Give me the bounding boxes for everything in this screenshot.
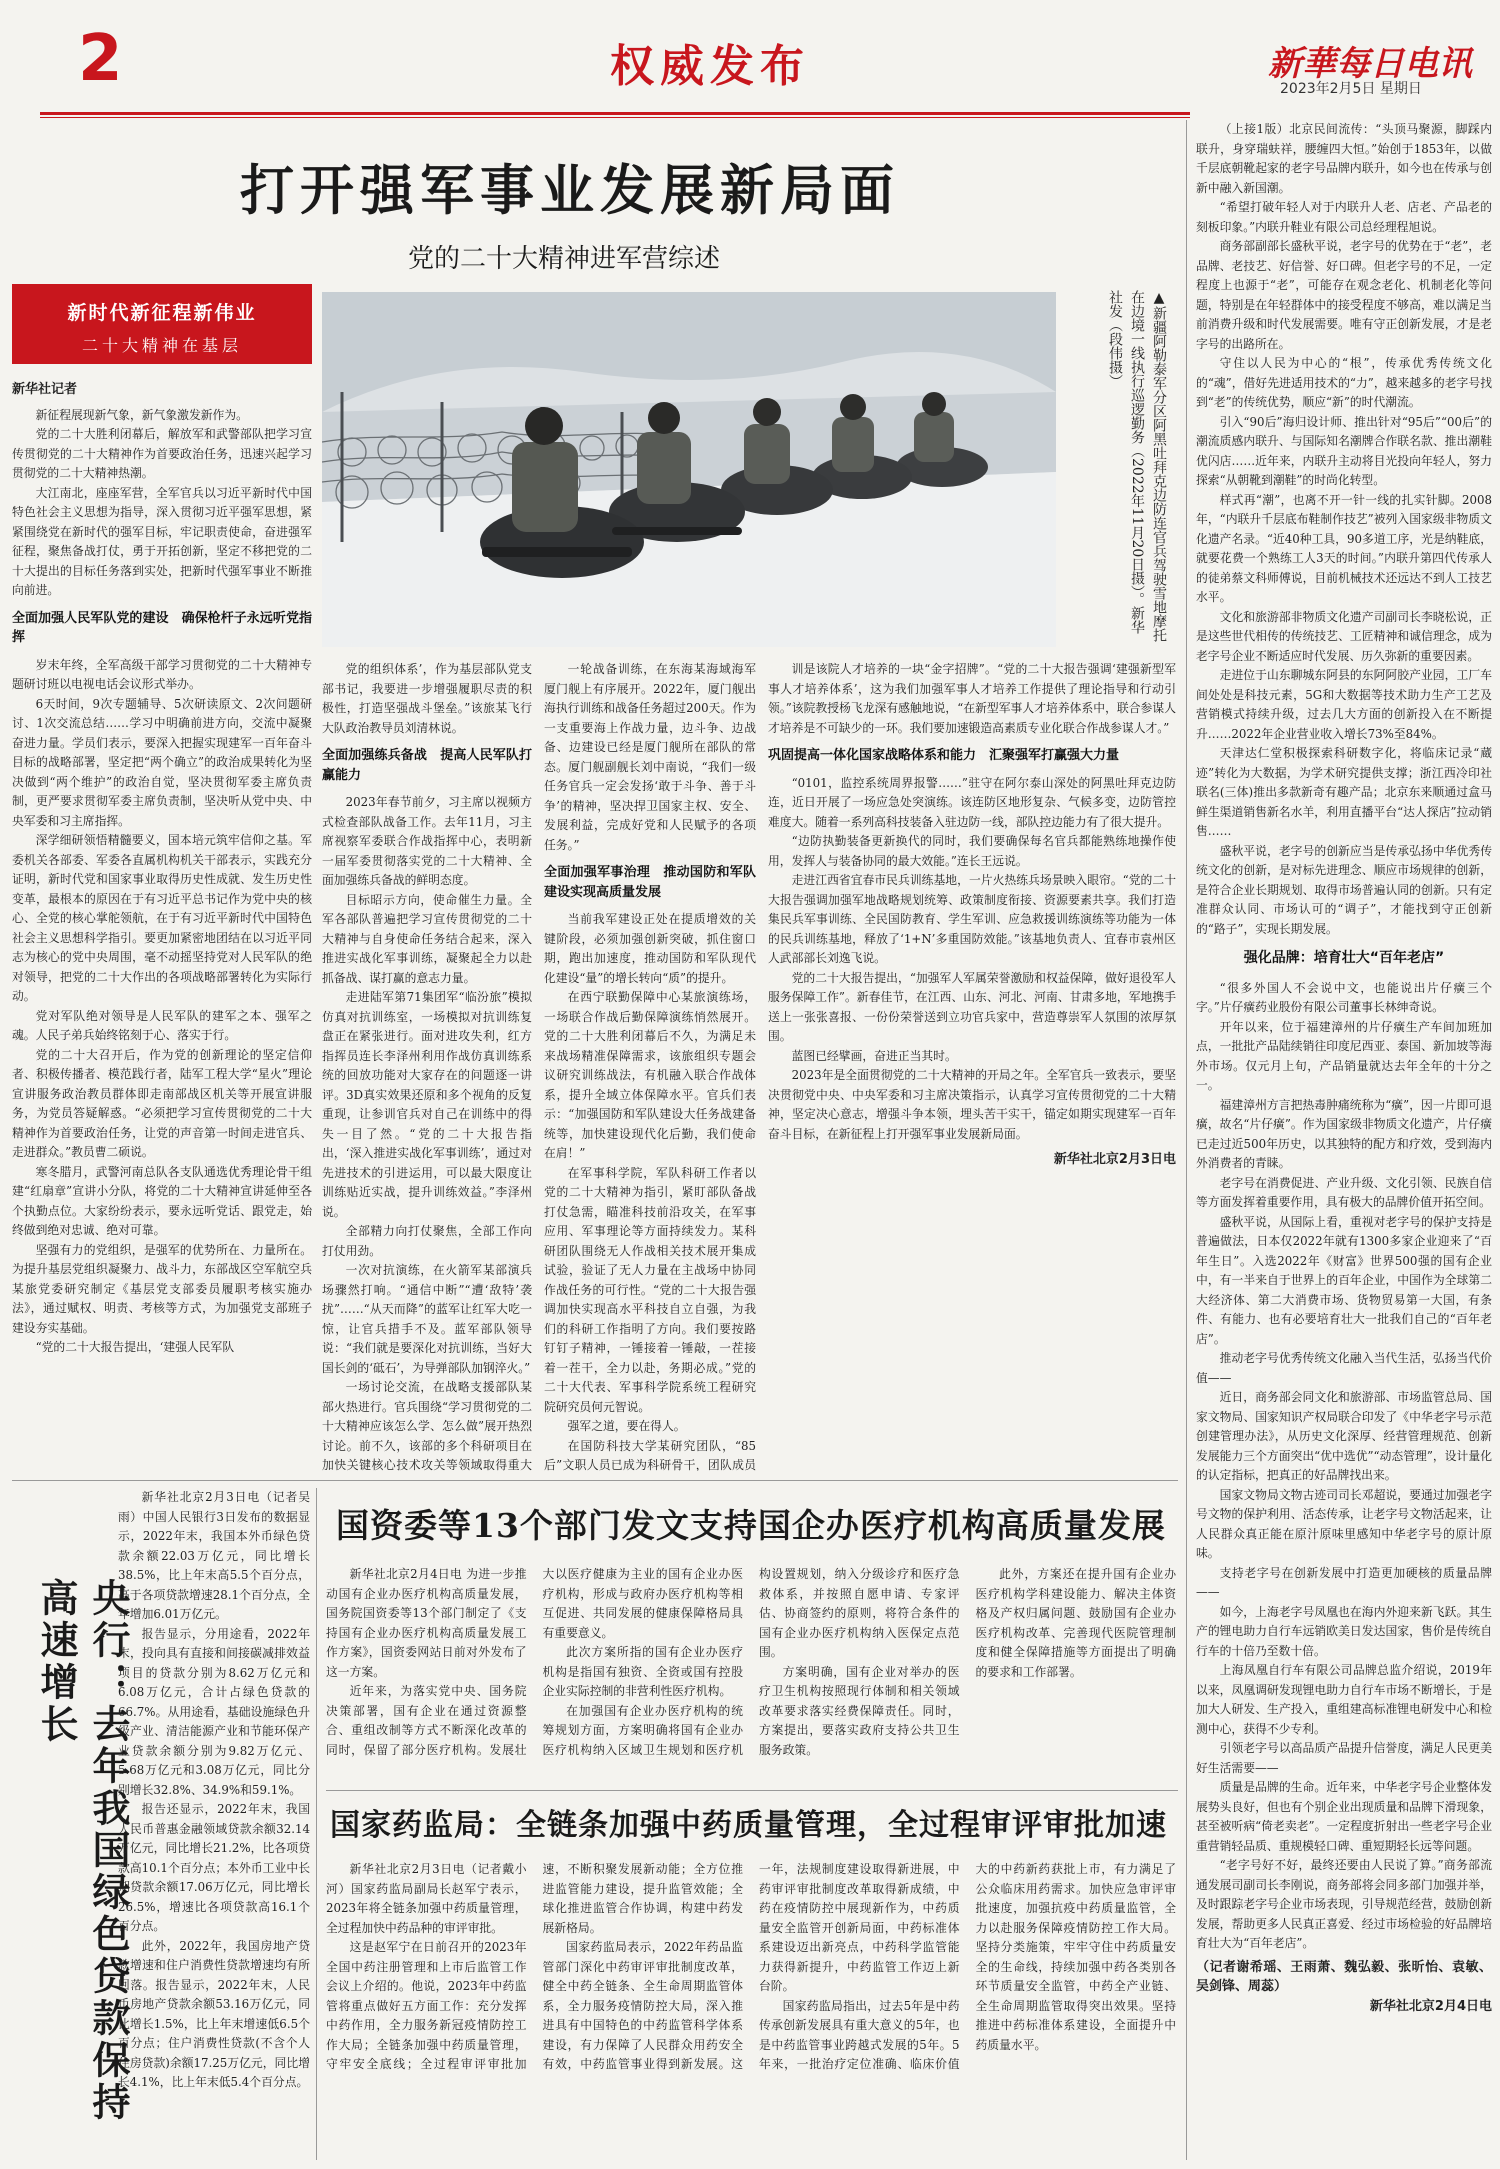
soe-hospitals-story	[326, 1565, 1176, 1785]
lead-paragraph: 在国防科技大学某研究团队，“85后”文职人员已成为科研骨干，团队成员	[544, 1438, 756, 1471]
right-paragraph: 商务部副部长盛秋平说，老字号的优势在于“老”，老品牌、老技艺、好信誉、好口碑。但老字号的不足，一定程度上也源于“老”，可能存在观念老化、机制老化等问题，特别是在年轻群体中的接受程度不够高，难以满足当前消费升级和时代发展需要。唯有守正创新发展，才是老字号的出路所在。	[1196, 239, 1492, 351]
story-paragraph: 新华社北京2月3日电（记者吴雨）中国人民银行3日发布的数据显示，2022年末，我国本外币绿色贷款余额22.03万亿元，同比增长38.5%，比上年末高5.5个百分点，高于各项贷款增速28.1个百分点，全年增加6.01万亿元。	[118, 1490, 310, 1621]
lead-paragraph: 走进陆军第71集团军“临汾旅”模拟仿真对抗训练室，一场模拟对抗训练复盘正在紧张进行。面对进攻失利，红方指挥员连长李泽州利用作战仿真训练系统的回放功能对大家存在的问题逐一讲评。3D真实效果还原和多个视角的反复重现，让参训官兵对自己在训练中的得失一目了然。“党的二十大报告指出，‘深入推进实战化军事训练’，通过对先进技术的引进运用，可以最大限度让训练贴近实战，提升训练效益。”李泽州说。	[322, 990, 532, 1219]
right-paragraph: 开年以来，位于福建漳州的片仔癀生产车间加班加点，一批批产品陆续销往印度尼西亚、泰国、新加坡等海外市场。仅元月上旬，产品销量就达去年全年的十分之一。	[1196, 1019, 1492, 1092]
lead-paragraph: 蓝图已经擘画，奋进正当其时。	[791, 1048, 957, 1063]
lead-paragraph: 党对军队绝对领导是人民军队的建军之本、强军之魂。人民子弟兵始终铭刻于心、落实于行。	[12, 1008, 312, 1042]
header-rule-thin	[40, 117, 1190, 118]
right-paragraph: 福建漳州方言把热毒肿痛统称为“癀”，因一片即可退癀，故名“片仔癀”。作为国家级非物质文化遗产，片仔癀已走过近500年历史，以其独特的配方和疗效，受到海内外消费者的青睐。	[1196, 1097, 1492, 1170]
lead-paragraph: 在西宁联勤保障中心某旅演练场，一场联合作战后勤保障演练悄然展开。党的二十大胜利闭幕后不久，为满足未来战场精准保障需求，该旅组织专题会议研究训练战法，有机融入联合作战体系，提升全域立体保障水平。官兵们表示：“加强国防和军队建设大任务战建备统等，加快建设现代化后勤，我们使命在肩！”	[544, 990, 756, 1160]
photo-caption: ▲新疆阿勒泰军分区阿黑吐拜克边防连官兵驾驶雪地摩托在边境一线执行巡逻勤务（2022年11月20日摄）。新华社发（段伟摄）	[1107, 290, 1167, 642]
right-paragraph: “希望打破年轻人对于内联升人老、店老、产品老的刻板印象。”内联升鞋业有限公司总经理程旭说。	[1196, 200, 1492, 234]
lead-section-heading: 全面加强军事治理 推动国防和军队建设实现高质量发展	[544, 865, 756, 900]
lead-paragraph: 一次对抗演练，在火箭军某部演兵场骤然打响。“通信中断”“遭‘敌特’袭扰”……“从天而降”的蓝军让红军大吃一惊，让官兵措手不及。蓝军部队领导说：“我们就是要深化对抗训练，当好大国长剑的‘砥石’，为导弹部队加钢淬火。”	[322, 1263, 532, 1375]
brand-logo: 新華每日电讯	[1268, 44, 1472, 84]
right-paragraph: 老字号在消费促进、产业升级、文化引领、民族自信等方面发挥着重要作用，具有极大的品牌价值开拓空间。	[1196, 1175, 1492, 1209]
right-paragraph: 天津达仁堂积极探索科研数字化，将临床记录“蔵迹”转化为大数据，为学术研究提供支撑；浙江西冷印社联名(三体)推出多款新奇有趣产品；北京东来顺通过盒马鲜生渠道销售新名水羊，利用直播平台“达人探店”拉动销售……	[1196, 746, 1492, 838]
lead-paragraph: 目标昭示方向，使命催生力量。全军各部队普遍把学习宣传贯彻党的二十大精神与自身使命任务结合起来，深入推进实战化军事训练，凝聚起全力以赴抓备战、谋打赢的意志力量。	[322, 892, 532, 985]
lead-paragraph: 岁末年终，全军高级干部学习贯彻党的二十大精神专题研讨班以电视电话会议形式举办。	[12, 657, 312, 691]
lead-paragraph: 6天时间，9次专题辅导、5次研读原文、2次问题研讨、1次交流总结……学习中明确前进方向，交流中凝聚奋进力量。学员们表示，要深入把握实现建军一百年奋斗目标的战略部署，坚定把“两个确立”的政治成果转化为坚决做到“两个维护”的政治自觉，坚决贯彻军委主席负责制，更严要求贯彻军委主席负责制，坚决听从党中央、中央军委和习主席指挥。	[12, 696, 312, 828]
lead-subheadline: 党的二十大精神进军营综述	[408, 244, 721, 274]
lead-section-heading: 全面加强练兵备战 提高人民军队打赢能力	[322, 748, 532, 783]
story-paragraph: 此外，方案还在提升国有企业办医疗机构学科建设能力、解决主体资格及产权归属问题、鼓励国有企业办医疗机构改革、完善现代医院管理制度和健全保障措施等方面提出了明确的要求和工作部署。	[975, 1567, 1176, 1679]
right-paragraph: （上接1版）北京民间流传：“头顶马聚源，脚踩内联升，身穿瑞蚨祥，腰缠四大恒。”始创于1853年，以做千层底朝靴起家的老字号品牌内联升，如今也在传承与创新中融入新国潮。	[1196, 122, 1492, 195]
right-paragraph: 引入“90后”海归设计师、推出针对“95后”“00后”的潮流质感内联升、与国际知名潮牌合作联名款、推出潮鞋优闪店……近年来，内联升主动将目光投向年轻人，努力探索“从朝靴到潮鞋”的时尚化转型。	[1196, 414, 1492, 487]
lead-paragraph: 2023年春节前夕，习主席以视频方式检查部队战备工作。去年11月，习主席视察军委联合作战指挥中心，表明新一届军委贯彻落实党的二十大精神、全面加强练兵备战的鲜明态度。	[322, 795, 532, 887]
right-paragraph: “老字号好不好，最终还要由人民说了算。”商务部流通发展司副司长李刚说，商务部将会同多部门加强并举，及时跟踪老字号企业市场表现，引导规范经营，鼓励创新发展，帮助更多人民真正喜爱、经过市场检验的好品牌培育壮大为“百年老店”。	[1196, 1858, 1492, 1950]
lead-paragraph: 一轮战备训练，在东海某海域海军厦门舰上有序展开。2022年，厦门舰出海执行训练和战备任务超过200天。作为一支重要海上作战力量，边斗争、边战备、边建设已经是厦门舰所在部队的常态。厦门舰副舰长刘中南说，“我们一级任务官兵一定会发扬‘敢于斗争、善于斗争’的精神，坚决捍卫国家主权、安全、发展利益，完成好党和人民赋予的各项任务。”	[544, 662, 756, 852]
series-badge-line1: 新时代新征程新伟业	[67, 302, 257, 324]
lead-paragraph: 寒冬腊月，武警河南总队各支队通选优秀理论骨干组建“红扇章”宣讲小分队，将党的二十大精神宣讲延伸至各个执勤点位。大家纷纷表示，要永远听党话、跟党走，始终做到绝对忠诚、绝对可靠。	[12, 1164, 312, 1237]
story-paragraph: 这是赵军宁在日前召开的2023年全国中药注册管理和上市后监管工作会议上介绍的。他说，2023年中药监管将重点做好五方面工作：充分发挥中药作用，全力服务新冠疫情防控工作大局；全链条加强中药质量管理，守牢安全底线；全过程审评审批加速，不断积聚发展新动能；全方位推进监管能力建设，提升监管效能；全球化推进监管合作协调，构建中药发展新格局。	[326, 1862, 743, 2071]
lead-headline: 打开强军事业发展新局面	[240, 158, 900, 222]
lead-paragraph: 训是该院人才培养的一块“金字招牌”。“党的二十大报告强调‘建强新型军事人才培养体系’，这为我们加强军事人才培养工作提供了理论指导和行动引领。”该院教授杨飞龙深有感触地说，“在新型军事人才培养体系中，联合参谋人才培养是不可缺少的一环。我们要加速锻造高素质专业化联合作战参谋人才。”	[768, 662, 1176, 735]
right-paragraph: 推动老字号优秀传统文化融入当代生活，弘扬当代价值——	[1196, 1351, 1492, 1385]
section-divider	[326, 1790, 1178, 1791]
right-paragraph: 盛秋平说，从国际上看，重视对老字号的保护支持是普遍做法，日本仅2022年就有1300多家企业迎来了“百年生日”。入选2022年《财富》世界500强的国有企业中，有一半来自于世界上的百年企业，中国作为全球第二大经济体、第二大消费市场、货物贸易第一大国，有条件、有能力、也有必要培育壮大一批我们自己的“百年老店”。	[1196, 1214, 1492, 1346]
green-loans-story	[118, 1488, 310, 2163]
lead-paragraph: 大江南北，座座军营，全军官兵以习近平新时代中国特色社会主义思想为指导，深入贯彻习近平强军思想，紧紧围绕党在新时代的强军目标，牢记职责使命，奋进强军征程，聚焦备战打仗，勇于开拓创新，坚定不移把党的二十大提出的目标任务落到实处，把新时代强军事业不断推向前进。	[12, 485, 312, 597]
lead-paragraph: 坚强有力的党组织，是强军的优势所在、力量所在。为提升基层党组织凝聚力、战斗力，东部战区空军航空兵某旅党委研究制定《基层党支部委员履职考核实施办法》，通过赋权、明责、考核等方式，为加强党支部班子建设夯实基础。	[12, 1242, 312, 1335]
right-paragraph: 引领老字号以高品质产品提升信誉度，满足人民更美好生活需要——	[1196, 1741, 1492, 1775]
tcm-regulation-headline: 国家药监局：全链条加强中药质量管理，全过程审评审批加速	[330, 1808, 1167, 1843]
lead-paragraph: “边防执勤装备更新换代的同时，我们要确保每名官兵都能熟练地操作使用，发挥人与装备协同的最大效能。”连长王远说。	[768, 834, 1176, 868]
right-column-story	[1196, 120, 1492, 2160]
series-badge	[12, 284, 312, 364]
lead-paragraph: 在军事科学院，军队科研工作者以党的二十大精神为指引，紧盯部队备战打仗急需，瞄准科技前沿攻关，在军事应用、军事理论等方面持续发力。某科研团队围绕无人作战相关技术展开集成试验，验证了无人力量在主战场中协同作战任务的可行性。“党的二十大报告强调加快实现高水平科技自立自强，为我们的科研工作指明了方向。我们要按路钉钉子精神，一锤接着一锤敲，一茬接着一茬干，全力以赴，务期必成。”党的二十大代表、军事科学院系统工程研究院研究员何元智说。	[544, 1165, 756, 1414]
lead-paragraph: 走进江西省宜春市民兵训练基地，一片火热练兵场景映入眼帘。“党的二十大报告强调加强军地战略规划统筹、政策制度衔接、资源要素共享。我们打造集民兵军事训练、全民国防教育、学生军训、应急救援训练演练等功能为一体的民兵训练基地，释放了‘1+N’多重国防效能。”该基地负责人、宜春市袁州区人武部部长刘逸飞说。	[768, 873, 1176, 965]
lead-paragraph: 强军之道，要在得人。	[567, 1419, 686, 1433]
right-reporters: （记者谢希瑶、王雨萧、魏弘毅、张昕怡、袁敏、吴剑锋、周蕊）	[1196, 1959, 1492, 1994]
section-divider	[12, 1480, 1178, 1481]
lead-column-1	[12, 376, 312, 1471]
right-paragraph: 上海凤凰自行车有限公司品牌总监介绍说，2019年以来，凤凰调研发现锂电助力自行车市场不断增长，于是加大人研发、生产投入，重组建高标准锂电研发中心和检测中心，获得不少专利。	[1196, 1663, 1492, 1736]
right-paragraph: 国家文物局文物古迹司司长邓超说，要通过加强老字号文物的保护利用、活态传承，让老字号文物活起来，让人民群众真正能在原汁原味里感知中华老字号的原计原味。	[1196, 1487, 1492, 1560]
column-divider	[316, 1488, 317, 2160]
series-badge-line2: 二十大精神在基层	[81, 336, 242, 355]
soe-hospitals-headline: 国资委等13个部门发文支持国企办医疗机构高质量发展	[336, 1506, 1166, 1545]
right-paragraph: 文化和旅游部非物质文化遗产司副司长李晓松说，正是这些世代相传的传统技艺、工匠精神和诚信理念，成为老字号企业不断适应时代发展、历久弥新的重要因素。	[1196, 609, 1492, 663]
lead-section-heading: 巩固提高一体化国家战略体系和能力 汇聚强军打赢强大力量	[768, 748, 1120, 763]
lead-paragraph: “0101，监控系统周界报警……”驻守在阿尔泰山深处的阿黑吐拜克边防连，近日开展了一场应急处突演练。该连防区地形复杂、气候多变，边防管控难度大。随着一系列高科技装备入驻边防一线，部队控边能力有了很大提升。	[768, 775, 1176, 829]
lead-column-2	[322, 660, 532, 1471]
issue-date: 2023年2月5日 星期日	[1280, 81, 1422, 97]
lead-column-3	[544, 660, 756, 1471]
right-section-heading: 强化品牌：培育壮大“百年老店”	[1243, 950, 1445, 966]
right-paragraph: 支持老字号在创新发展中打造更加硬核的质量品牌——	[1196, 1565, 1492, 1599]
lead-paragraph: 2023年是全面贯彻党的二十大精神的开局之年。全军官兵一致表示，要坚决贯彻党中央、中央军委和习主席决策指示，认真学习宣传贯彻党的二十大精神，坚定决心意志，增强斗争本领，埋头苦干实干，锚定如期实现建军一百年奋斗目标，在新征程上打开强军事业发展新局面。	[768, 1068, 1176, 1141]
story-paragraph: 报告还显示，2022年末，我国人民币普惠金融领域贷款余额32.14万亿元，同比增长21.2%，比各项贷款高10.1个百分点；本外币工业中长期贷款余额17.06万亿元，同比增长26.5%，增速比各项贷款高16.1个百分点。	[118, 1802, 310, 1933]
story-paragraph: 此外，2022年，我国房地产贷款增速和住户消费性贷款增速均有所回落。报告显示，2022年末，人民币房地产贷款余额53.16万亿元，同比增长1.5%，比上年末增速低6.5个百分点；住户消费性贷款(不含个人住房贷款)余额17.25万亿元，同比增长4.1%，比上年末低5.4个百分点。	[118, 1938, 310, 2089]
story-paragraph: 国家药监局表示，2022年药品监管部门深化中药审评审批制度改革，健全中药全链条、全生命周期监管体系，全力服务疫情防控大局，深入推进具有中国特色的中药监管科学体系建设，有力保障了人民群众用药安全有效，中药监管事业得到新发展。这一年，法规制度建设取得新进展，中药审评审批制度改革取得新成绩，中药在疫情防控中展现新作为，中药质量安全监管开创新局面，中药标准体系建设迈出新亮点，中药科学监管能力获得新提升，中药监管工作迈上新台阶。	[542, 1862, 960, 2071]
story-paragraph: 方案明确，国有企业对举办的医疗卫生机构按照现行体制和相关领域改革要求落实经费保障责任。同时，方案提出，要落实政府支持公共卫生服务政策。	[759, 1664, 960, 1757]
tcm-regulation-story	[326, 1860, 1176, 2160]
story-paragraph: 国家药监局指出，过去5年是中药传承创新发展具有重大意义的5年，也是中药监管事业跨越式发展的5年。5年来，一批治疗定位准确、临床价值大的中药新药获批上市，有力满足了公众临床用药需求。加快应急审评审批速度，加强抗疫中药质量监管，全力以赴服务保障疫情防控工作大局。坚持分类施策，牢牢守住中药质量安全的生命线，持续加强中药各类别各环节质量安全监管，中药全产业链、全生命周期监管取得突出效果。坚持推进中药标准体系建设，全面提升中药质量水平。	[759, 1862, 1176, 2071]
right-paragraph: 样式再“潮”，也离不开一针一线的扎实针脚。2008年，“内联升千层底布鞋制作技艺”被列入国家级非物质文化遗产名录。“近40种工具，90多道工序，光是纳鞋底，就要花费一个熟练工人3天的时间。”内联升第四代传承人的徒弟蔡文科师傅说，目前机械技术还远达不到人工技艺水平。	[1196, 492, 1492, 604]
right-paragraph: “很多外国人不会说中文，也能说出片仔癀三个字。”片仔癀药业股份有限公司董事长林绅奇说。	[1196, 980, 1492, 1014]
right-paragraph: 如今，上海老字号凤凰也在海内外迎来新飞跃。其生产的锂电助力自行车远销欧美日发达国家，售价是传统自行车的十倍乃至数十倍。	[1196, 1604, 1492, 1658]
story-paragraph: 新华社北京2月3日电（记者戴小河）国家药监局副局长赵军宁表示，2023年将全链条加强中药质量管理，全过程加快中药品种的审评审批。	[326, 1862, 527, 1935]
lead-byline: 新华社记者	[12, 382, 78, 397]
story-paragraph: 新华社北京2月4日电 为进一步推动国有企业办医疗机构高质量发展，国务院国资委等13个部门制定了《支持国有企业办医疗机构高质量发展工作方案》，国资委网站日前对外发布了这一方案。	[326, 1567, 527, 1679]
lead-paragraph: 党的二十大召开后，作为党的创新理论的坚定信仰者、积极传播者、模范践行者，陆军工程大学“星火”理论宣讲服务政治教员群体即走南部战区机关等开展宣讲服务，为党员答疑解惑。“必须把学习宣传贯彻党的二十大精神作为首要政治任务，让党的声音第一时间走进官兵、走进群众。”教员曹二硕说。	[12, 1047, 312, 1159]
lead-paragraph: 深学细研领悟精髓要义，国本培元筑牢信仰之基。军委机关各部委、军委各直属机构机关干部表示，实践充分证明，新时代党和国家事业取得历史性成就、发生历史性变革，最根本的原因在于有习近平总书记作为党中央的核心、全党的核心掌舵领航，在于有习近平新时代中国特色社会主义思想科学指引。要更加紧密地团结在以习近平同志为核心的党中央周围，毫不动摇坚持党对人民军队的绝对领导，把党的二十大作出的各项战略部署转化为实际行动。	[12, 833, 312, 1003]
right-paragraph: 守住以人民为中心的“根”，传承优秀传统文化的“魂”，借好先进适用技术的“力”，越来越多的老字号找到“老”的传统优势，顺应“新”的时代潮流。	[1196, 356, 1492, 409]
header-rule	[40, 112, 1190, 115]
lead-section-heading: 全面加强人民军队党的建设 确保枪杆子永远听党指挥	[12, 610, 312, 645]
lead-paragraph: 当前我军建设正处在提质增效的关键阶段，必须加强创新突破，抓住窗口期，跑出加速度，推动国防和军队现代化建设“量”的增长转向“质”的提升。	[544, 912, 756, 985]
lead-paragraph: 一场讨论交流，在战略支援部队某部火热进行。官兵围绕“学习贯彻党的二十大精神应该怎么学、怎么做”展开热烈讨论。前不久，该部的多个科研项目在加快关键核心技术攻关等领域取得重大	[322, 1380, 532, 1471]
story-paragraph: 此次方案所指的国有企业办医疗机构是指国有独资、全资或国有控股企业实际控制的非营利性医疗机构。	[542, 1645, 743, 1698]
page-number: 2	[78, 22, 123, 96]
right-paragraph: 盛秋平说，老字号的创新应当是传承弘扬中华优秀传统文化的创新，是对标先进理念、顺应市场规律的创新，是符合企业长期规划、取得市场普遍认同的创新。只有定准群众认同、市场认可的“调子”，才能找到守正创新的“路子”，实现长期发展。	[1196, 843, 1492, 936]
lead-paragraph: 全部精力向打仗聚焦，全部工作向打仗用劲。	[322, 1224, 532, 1258]
lead-paragraph: 党的组织体系’，作为基层部队党支部书记，我要进一步增强履职尽责的积极性，打造坚强战斗堡垒。”该旅某飞行大队政治教导员刘清林说。	[322, 662, 532, 735]
column-divider	[1186, 120, 1187, 2160]
right-paragraph: 近日，商务部会同文化和旅游部、市场监管总局、国家文物局、国家知识产权局联合印发了《中华老字号示范创建管理办法》，从历史文化深厚、经营管理规范、创新发展能力三个方面突出“优中选优”“动态管理”，设计量化的认定指标，把真正的好品牌找出来。	[1196, 1390, 1492, 1482]
snowmobile-patrol-image	[322, 292, 1056, 647]
green-loans-headline: 央行：去年我国绿色贷款保持高速增长	[34, 1578, 131, 2124]
section-title: 权威发布	[610, 41, 810, 92]
right-paragraph: 质量是品牌的生命。近年来，中华老字号企业整体发展势头良好，但也有个别企业出现质量和品牌下滑现象，甚至被听病“倚老卖老”。一定程度折射出一些老字号企业重营销轻品质、重规模轻口碑、重短期轻长远等问题。	[1196, 1780, 1492, 1853]
lead-paragraph: “党的二十大报告提出，‘建强人民军队	[35, 1340, 235, 1354]
lead-dateline: 新华社北京2月3日电	[1053, 1152, 1176, 1167]
lead-paragraph: 新征程展现新气象，新气象激发新作为。	[35, 407, 248, 422]
lead-paragraph: 党的二十大报告提出，“加强军人军属荣誉激励和权益保障，做好退役军人服务保障工作”。新春佳节，在江西、山东、河北、河南、甘肃多地，军地携手送上一张张喜报、一份份荣誉送到立功官兵家中，营造尊崇军人氛围的浓厚氛围。	[768, 970, 1176, 1043]
story-paragraph: 近年来，为落实党中央、国务院决策部署，国有企业在通过资源整合、重组改制等方式不断深化改革的同时，保留了部分医疗机构。发展壮大以医疗健康为主业的国有企业办医疗机构，形成与政府办医疗机构等相互促进、共同发展的健康保障格局具有重要意义。	[326, 1567, 743, 1757]
story-paragraph: 报告显示，分用途看，2022年末，投向具有直接和间接碳减排效益项目的贷款分别为8.62万亿元和6.08万亿元，合计占绿色贷款的66.7%。从用途看，基础设施绿色升级产业、清洁能源产业和节能环保产业贷款余额分别为9.82万亿元、5.68万亿元和3.08万亿元，同比分别增长32.8%、34.9%和59.1%。	[118, 1626, 310, 1797]
right-dateline: 新华社北京2月4日电	[1369, 1998, 1492, 2014]
story-paragraph: 在加强国有企业办医疗机构的统筹规划方面，方案明确将国有企业办医疗机构纳入区域卫生规划和医疗机构设置规划，纳入分级诊疗和医疗急救体系，并按照自愿申请、专家评估、协商签约的原则，将符合条件的国有企业办医疗机构纳入医保定点范围。	[542, 1567, 960, 1757]
lead-paragraph: 党的二十大胜利闭幕后，解放军和武警部队把学习宣传贯彻党的二十大精神作为首要政治任务，迅速兴起学习贯彻党的二十大精神热潮。	[12, 427, 312, 480]
right-paragraph: 走进位于山东聊城东阿县的东阿阿胶产业园，工厂车间处处是科技元素，5G和大数据等技术助力生产工艺及营销模式持续升级，过去几大方面的创新投入在不断提升……2022年企业营业收入增长73%至84%。	[1196, 668, 1492, 741]
lead-photo	[322, 292, 1056, 647]
lead-column-4	[768, 660, 1176, 1471]
